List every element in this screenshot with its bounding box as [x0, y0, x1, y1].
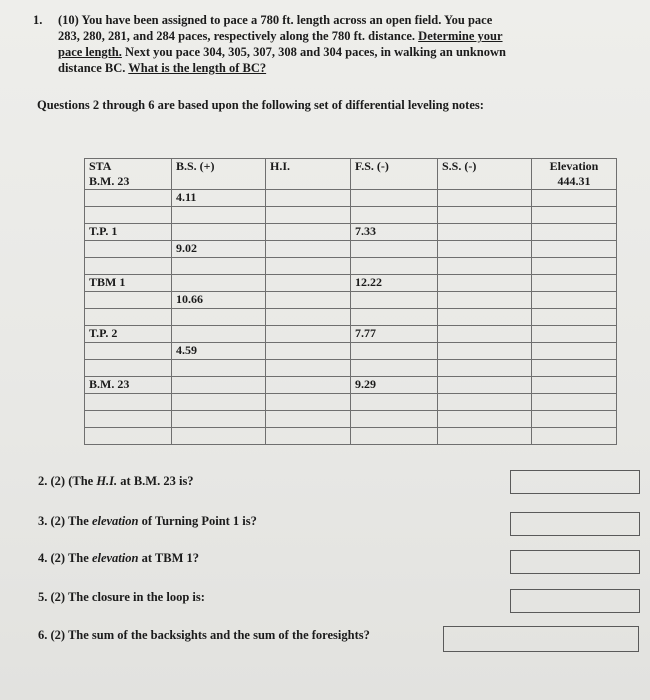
- cell-fs: [351, 190, 438, 207]
- cell-fs: [351, 241, 438, 258]
- cell-fs: [351, 343, 438, 360]
- cell-elev: [532, 275, 617, 292]
- question-1-line-4: distance BC.: [58, 61, 129, 75]
- question-4: 4. (2) The elevation at TBM 1?: [38, 551, 199, 565]
- table-row: [85, 377, 617, 394]
- answer-box-5[interactable]: [510, 589, 640, 613]
- cell-bs: [172, 411, 266, 428]
- cell-elev: [532, 292, 617, 309]
- cell-ss: [438, 343, 532, 360]
- cell-elev: [532, 258, 617, 275]
- cell-bs: [172, 258, 266, 275]
- question-6: 6. (2) The sum of the backsights and the sum of the foresights?: [38, 628, 370, 642]
- cell-elev: [532, 377, 617, 394]
- cell-fs: [351, 394, 438, 411]
- cell-hi: [266, 292, 351, 309]
- cell-bs: [172, 309, 266, 326]
- cell-hi: [266, 241, 351, 258]
- cell-bs: 4.59: [172, 343, 266, 360]
- cell-ss: [438, 292, 532, 309]
- cell-elev: [532, 428, 617, 445]
- cell-ss: [438, 309, 532, 326]
- table-row: [85, 326, 617, 343]
- cell-fs: 7.77: [351, 326, 438, 343]
- cell-ss: [438, 258, 532, 275]
- cell-sta: [85, 394, 172, 411]
- cell-fs: [351, 360, 438, 377]
- cell-hi: [266, 377, 351, 394]
- question-5: 5. (2) The closure in the loop is:: [38, 590, 205, 604]
- cell-fs: 9.29: [351, 377, 438, 394]
- questions-intro: Questions 2 through 6 are based upon the following set of differential leveling notes:: [37, 98, 484, 112]
- cell-ss: [438, 377, 532, 394]
- cell-ss: [438, 326, 532, 343]
- cell-bs: 4.11: [172, 190, 266, 207]
- cell-sta: [85, 360, 172, 377]
- answer-box-4[interactable]: [510, 550, 640, 574]
- cell-bs: 9.02: [172, 241, 266, 258]
- cell-hi: [266, 275, 351, 292]
- answer-box-2[interactable]: [510, 470, 640, 494]
- answer-box-3[interactable]: [510, 512, 640, 536]
- cell-ss: [438, 394, 532, 411]
- cell-elev: [532, 241, 617, 258]
- cell-elev: [532, 224, 617, 241]
- cell-sta: [85, 258, 172, 275]
- header-hi: H.I.: [266, 159, 351, 190]
- table-row: [85, 428, 617, 445]
- cell-bs: [172, 377, 266, 394]
- cell-fs: [351, 258, 438, 275]
- table-row: [85, 241, 617, 258]
- table-row: [85, 411, 617, 428]
- question-2: 2. (2) (The H.I. at B.M. 23 is?: [38, 474, 194, 488]
- cell-fs: 7.33: [351, 224, 438, 241]
- cell-sta: B.M. 23: [85, 377, 172, 394]
- cell-hi: [266, 309, 351, 326]
- cell-fs: [351, 309, 438, 326]
- cell-hi: [266, 360, 351, 377]
- cell-elev: [532, 207, 617, 224]
- cell-bs: [172, 326, 266, 343]
- cell-sta: T.P. 1: [85, 224, 172, 241]
- cell-bs: [172, 360, 266, 377]
- cell-sta: [85, 190, 172, 207]
- cell-sta: [85, 428, 172, 445]
- cell-bs: [172, 207, 266, 224]
- cell-elev: [532, 411, 617, 428]
- table-row: [85, 224, 617, 241]
- cell-ss: [438, 241, 532, 258]
- table-row: [85, 394, 617, 411]
- table-row: [85, 207, 617, 224]
- cell-hi: [266, 411, 351, 428]
- header-ss: S.S. (-): [438, 159, 532, 190]
- cell-sta: [85, 343, 172, 360]
- cell-elev: [532, 343, 617, 360]
- cell-ss: [438, 207, 532, 224]
- cell-elev: [532, 309, 617, 326]
- cell-elev: [532, 326, 617, 343]
- cell-ss: [438, 190, 532, 207]
- leveling-notes-table: [84, 158, 617, 445]
- cell-sta: TBM 1: [85, 275, 172, 292]
- table-row: [85, 292, 617, 309]
- table-row: [85, 343, 617, 360]
- header-elev: Elevation 444.31: [532, 159, 617, 190]
- cell-sta: B.M. 23: [89, 174, 130, 188]
- cell-elev: [532, 360, 617, 377]
- cell-ss: [438, 428, 532, 445]
- cell-hi: [266, 224, 351, 241]
- cell-hi: [266, 207, 351, 224]
- cell-fs: [351, 428, 438, 445]
- question-1-line-1: (10) You have been assigned to pace a 780 ft. length across an open field. You pace: [58, 13, 493, 27]
- cell-hi: [266, 190, 351, 207]
- cell-sta: [85, 292, 172, 309]
- cell-sta: [85, 241, 172, 258]
- cell-bs: [172, 224, 266, 241]
- cell-bs: [172, 394, 266, 411]
- question-1: [33, 12, 618, 76]
- cell-ss: [438, 360, 532, 377]
- question-1-underline-pace: pace length.: [58, 45, 122, 59]
- cell-sta: T.P. 2: [85, 326, 172, 343]
- table-row: [85, 275, 617, 292]
- table-header-row: [85, 159, 617, 190]
- cell-hi: [266, 428, 351, 445]
- cell-sta: [85, 411, 172, 428]
- question-1-line-3: Next you pace 304, 305, 307, 308 and 304 paces, in walking an unknown: [121, 45, 506, 59]
- table-row: [85, 360, 617, 377]
- cell-sta: [85, 309, 172, 326]
- cell-sta: [85, 207, 172, 224]
- header-sta: STA B.M. 23: [85, 159, 172, 190]
- cell-fs: [351, 411, 438, 428]
- question-1-underline-bc: What is the length of BC?: [128, 61, 267, 75]
- question-1-line-2: 283, 280, 281, and 284 paces, respectively along the 780 ft. distance.: [58, 29, 416, 43]
- table-row: [85, 309, 617, 326]
- cell-fs: [351, 292, 438, 309]
- header-fs: F.S. (-): [351, 159, 438, 190]
- cell-elev: 444.31: [557, 174, 591, 188]
- cell-elev: [532, 394, 617, 411]
- cell-ss: [438, 411, 532, 428]
- cell-hi: [266, 258, 351, 275]
- question-1-underline-determine: Determine your: [418, 29, 503, 43]
- cell-fs: [351, 207, 438, 224]
- cell-hi: [266, 343, 351, 360]
- cell-ss: [438, 275, 532, 292]
- cell-bs: 10.66: [172, 292, 266, 309]
- cell-ss: [438, 224, 532, 241]
- table-row: [85, 190, 617, 207]
- question-3: 3. (2) The elevation of Turning Point 1 is?: [38, 514, 257, 528]
- cell-bs: [172, 428, 266, 445]
- table-row: [85, 258, 617, 275]
- cell-fs: 12.22: [351, 275, 438, 292]
- cell-hi: [266, 394, 351, 411]
- header-bs: B.S. (+): [172, 159, 266, 190]
- cell-elev: [532, 190, 617, 207]
- answer-box-6[interactable]: [443, 626, 639, 652]
- cell-hi: [266, 326, 351, 343]
- cell-bs: [172, 275, 266, 292]
- question-1-number: 1.: [33, 13, 43, 27]
